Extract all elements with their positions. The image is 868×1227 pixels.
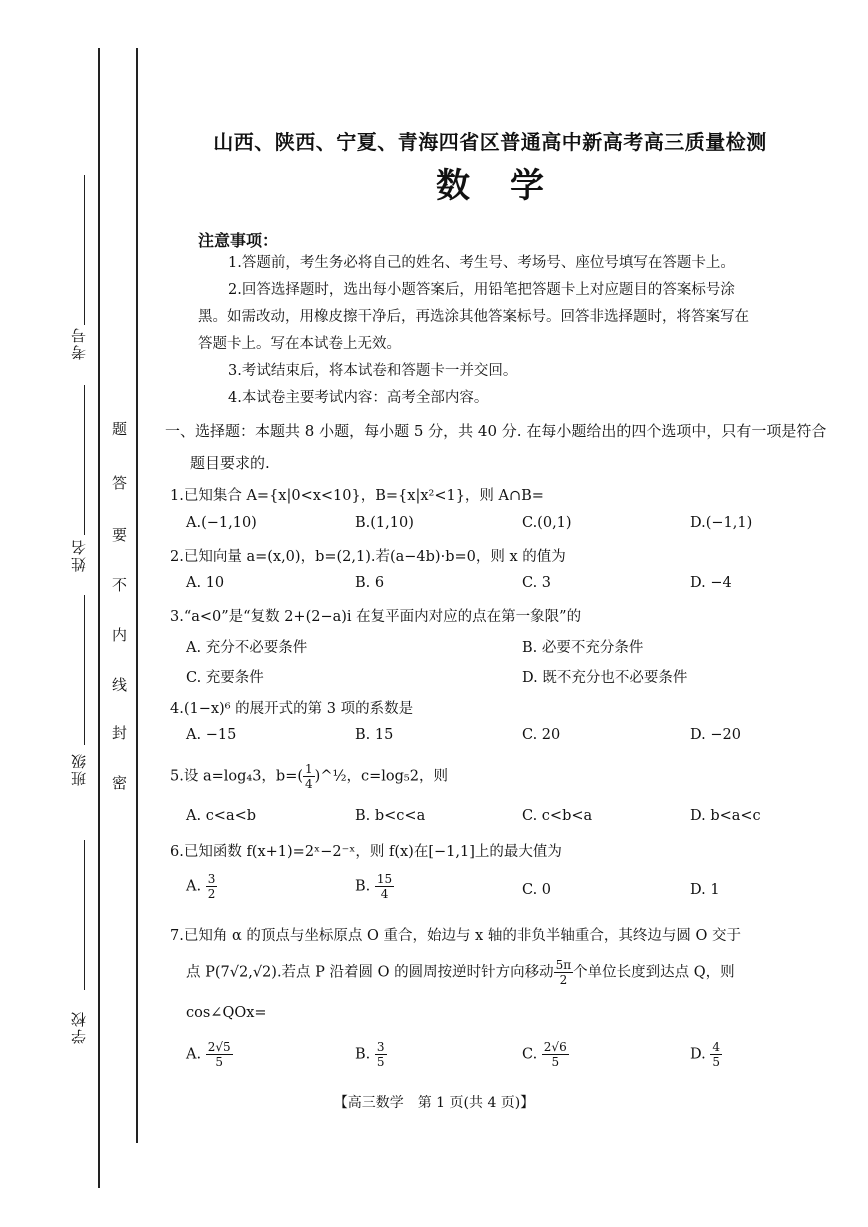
school-blank [84, 840, 85, 990]
fraction-den: 5 [215, 1055, 223, 1069]
option: D. 1 [690, 882, 720, 898]
fraction [375, 1040, 387, 1069]
option: A. −15 [186, 727, 237, 743]
section-heading-cont: 题目要求的. [190, 454, 270, 472]
option-label: A. [186, 1046, 202, 1063]
option: C. 0 [522, 882, 552, 898]
option [355, 872, 394, 901]
option: C. 20 [522, 727, 561, 743]
stem-part: 5.设 a=log₄3，b=( [170, 768, 304, 785]
seal-char: 要 [112, 526, 128, 544]
exam-no-blank [84, 175, 85, 325]
seal-char: 答 [112, 474, 128, 492]
fraction-den: 5 [551, 1055, 560, 1069]
question-stem: 2.已知向量 a=(x,0)，b=(2,1).若(a−4b)·b=0，则 x 的值为 [170, 549, 566, 565]
option [186, 872, 217, 901]
option: A.(−1,10) [186, 515, 257, 531]
notice-line: 1.答题前，考生务必将自己的姓名、考生号、考场号、座位号填写在答题卡上。 [228, 255, 735, 271]
option: D. b<a<c [690, 808, 761, 824]
stem-part: 点 P(7√2,√2).若点 P 沿着圆 O 的圆周按逆时针方向移动 [186, 964, 554, 981]
question-stem: 6.已知函数 f(x+1)=2ˣ−2⁻ˣ，则 f(x)在[−1,1]上的最大值为 [170, 844, 562, 860]
question-stem: 4.(1−x)⁶ 的展开式的第 3 项的系数是 [170, 701, 414, 717]
fraction-den: 5 [376, 1055, 385, 1069]
option: D. −20 [690, 727, 741, 743]
question-stem [170, 762, 448, 791]
stem-part: 个单位长度到达点 Q，则 [573, 964, 735, 981]
option: A. 10 [186, 575, 225, 591]
seal-char: 不 [112, 576, 128, 594]
fraction-num: 2√6 [543, 1040, 567, 1054]
option: C. c<b<a [522, 808, 593, 824]
fraction-num: 2√5 [207, 1040, 231, 1054]
margin-line-inner [136, 48, 138, 1143]
option: B. 15 [355, 727, 394, 743]
option: A. c<a<b [186, 808, 257, 824]
option [355, 1040, 387, 1069]
question-stem: cos∠QOx= [186, 1005, 267, 1021]
fraction-num: 1 [305, 762, 313, 776]
option [522, 1040, 569, 1069]
question-stem [186, 958, 735, 987]
name-blank [84, 385, 85, 535]
option: B. 6 [355, 575, 385, 591]
notice-line: 黑。如需改动，用橡皮擦干净后，再选涂其他答案标号。回答非选择题时，将答案写在 [198, 309, 749, 325]
fraction [206, 1040, 233, 1069]
fraction [206, 872, 218, 901]
fraction-num: 3 [376, 1040, 385, 1054]
exam-title: 山西、陕西、宁夏、青海四省区普通高中新高考高三质量检测 [213, 130, 767, 154]
fraction-den: 5 [712, 1055, 720, 1069]
fraction-den: 2 [207, 887, 216, 901]
option: C. 充要条件 [186, 670, 264, 686]
option: B.(1,10) [355, 515, 414, 531]
notice-line: 答题卡上。写在本试卷上无效。 [198, 336, 401, 352]
fraction [375, 872, 394, 901]
margin-line-outer [98, 48, 100, 1188]
name-label: 姓名 [70, 538, 88, 572]
seal-char: 内 [112, 626, 128, 644]
subject-title: 数学 [436, 166, 584, 206]
option: D. 既不充分也不必要条件 [522, 670, 688, 686]
option-label: A. [186, 878, 202, 895]
fraction-den: 2 [559, 973, 568, 987]
seal-char: 线 [112, 676, 128, 694]
option: C. 3 [522, 575, 552, 591]
option: A. 充分不必要条件 [186, 640, 308, 656]
fraction-num: 5π [555, 958, 572, 972]
exam-no-label: 考号 [70, 326, 88, 360]
notice-line: 2.回答选择题时，选出每小题答案后，用铅笔把答题卡上对应题目的答案标号涂 [228, 282, 735, 298]
question-stem: 3.“a<0”是“复数 2+(2−a)i 在复平面内对应的点在第一象限”的 [170, 609, 582, 625]
notice-line: 3.考试结束后，将本试卷和答题卡一并交回。 [228, 363, 518, 379]
option-label: B. [355, 1046, 371, 1063]
class-label: 班级 [70, 752, 88, 786]
option: D. −4 [690, 575, 732, 591]
fraction-num: 3 [207, 872, 216, 886]
option [690, 1040, 722, 1069]
page-footer: 【高三数学 第 1 页(共 4 页)】 [333, 1095, 535, 1111]
option-label: D. [690, 1046, 706, 1063]
fraction [303, 762, 315, 791]
question-stem: 7.已知角 α 的顶点与坐标原点 O 重合，始边与 x 轴的非负半轴重合，其终边与圆 O 交于 [170, 928, 741, 944]
section-heading: 一、选择题：本题共 8 小题，每小题 5 分，共 40 分. 在每小题给出的四个选项中，只有一项是符合 [165, 422, 827, 440]
option: B. b<c<a [355, 808, 426, 824]
fraction [542, 1040, 569, 1069]
question-stem: 1.已知集合 A={x|0<x<10}，B={x|x²<1}，则 A∩B= [170, 488, 544, 504]
seal-char: 封 [112, 724, 128, 742]
notice-heading: 注意事项： [198, 231, 279, 250]
fraction-num: 15 [376, 872, 393, 886]
seal-char: 密 [112, 774, 128, 792]
stem-part: )^½，c=log₅2，则 [314, 768, 448, 785]
fraction [710, 1040, 722, 1069]
option: C.(0,1) [522, 515, 572, 531]
class-blank [84, 595, 85, 745]
option [186, 1040, 233, 1069]
fraction [554, 958, 574, 987]
option-label: B. [355, 878, 371, 895]
seal-char: 题 [112, 420, 128, 438]
fraction-den: 4 [305, 777, 313, 791]
school-label: 学校 [70, 1010, 88, 1044]
fraction-num: 4 [712, 1040, 720, 1054]
notice-line: 4.本试卷主要考试内容：高考全部内容。 [228, 390, 489, 406]
option-label: C. [522, 1046, 538, 1063]
fraction-den: 4 [380, 887, 389, 901]
option: D.(−1,1) [690, 515, 753, 531]
option: B. 必要不充分条件 [522, 640, 644, 656]
